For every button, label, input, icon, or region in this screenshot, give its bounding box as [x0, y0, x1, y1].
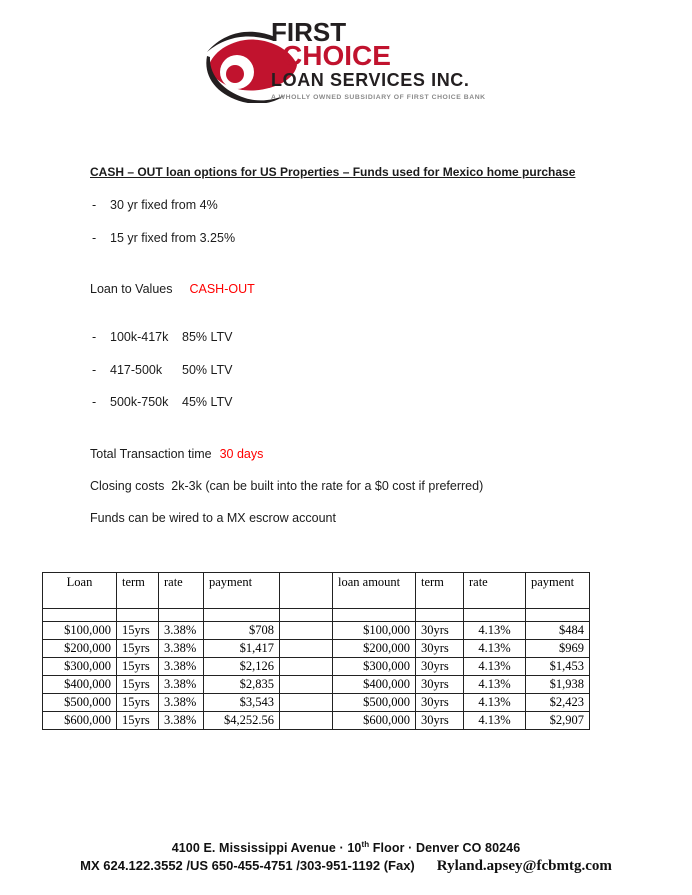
table-cell [280, 694, 333, 712]
table-cell: $600,000 [43, 712, 117, 730]
empty-cell [526, 609, 590, 622]
ltv-bullet [92, 394, 233, 410]
table-row [43, 622, 590, 640]
table-cell: 30yrs [416, 694, 464, 712]
ltv-cash-out-value: CASH-OUT [189, 282, 255, 296]
table-cell: $2,835 [204, 676, 280, 694]
ltv-heading-line [90, 281, 255, 297]
table-cell: 30yrs [416, 640, 464, 658]
column-header-rate: rate [464, 573, 526, 609]
rate-bullet-text: 30 yr fixed from 4% [110, 198, 218, 212]
empty-cell [280, 609, 333, 622]
table-cell: $200,000 [333, 640, 416, 658]
table-row [43, 694, 590, 712]
table-cell: $400,000 [43, 676, 117, 694]
rate-bullet [92, 197, 218, 213]
table-cell: 3.38% [159, 712, 204, 730]
column-header-term: term [117, 573, 159, 609]
table-cell: $1,938 [526, 676, 590, 694]
table-cell: 4.13% [464, 658, 526, 676]
empty-cell [117, 609, 159, 622]
table-cell [280, 658, 333, 676]
table-header-row [43, 573, 590, 609]
logo-word-first: FIRST [271, 17, 347, 47]
column-header-spacer [280, 573, 333, 609]
table-cell: $300,000 [43, 658, 117, 676]
table-cell: 15yrs [117, 622, 159, 640]
table-cell: $100,000 [43, 622, 117, 640]
table-body [43, 609, 590, 730]
logo-tagline: A WHOLLY OWNED SUBSIDIARY OF FIRST CHOICE BANK [271, 94, 486, 101]
empty-cell [204, 609, 280, 622]
empty-cell [416, 609, 464, 622]
table-cell: $969 [526, 640, 590, 658]
table-cell: $3,543 [204, 694, 280, 712]
footer-address-part2: Floor · Denver CO 80246 [369, 841, 521, 856]
table-cell: 3.38% [159, 676, 204, 694]
column-header-Loan: Loan [43, 573, 117, 609]
column-header-term: term [416, 573, 464, 609]
bullet-dash: - [92, 363, 97, 377]
table-cell: 30yrs [416, 658, 464, 676]
table-cell: 30yrs [416, 676, 464, 694]
table-cell: 30yrs [416, 712, 464, 730]
table-cell [280, 676, 333, 694]
table-cell: $300,000 [333, 658, 416, 676]
table-cell: $500,000 [43, 694, 117, 712]
table-cell [280, 622, 333, 640]
footer-address-part1: 4100 E. Mississippi Avenue · 10 [171, 841, 362, 856]
table-cell: 15yrs [117, 658, 159, 676]
table-spacer-row [43, 609, 590, 622]
column-header-payment: payment [204, 573, 280, 609]
document-heading: CASH – OUT loan options for US Properties – Funds used for Mexico home purchase [90, 165, 576, 179]
empty-cell [43, 609, 117, 622]
ltv-bullet [92, 362, 233, 378]
table-cell: $708 [204, 622, 280, 640]
ltv-range: 417-500k [110, 363, 163, 377]
rate-bullet [92, 230, 235, 246]
table-row [43, 658, 590, 676]
ltv-percent: 50% LTV [182, 363, 233, 377]
ltv-percent: 85% LTV [182, 330, 233, 344]
bullet-dash: - [92, 231, 97, 245]
table-cell: 3.38% [159, 658, 204, 676]
company-logo-text [271, 17, 486, 102]
ltv-range: 500k-750k [110, 395, 169, 409]
closing-costs-line: Closing costs 2k-3k (can be built into the rate for a $0 cost if preferred) [90, 479, 484, 493]
empty-cell [159, 609, 204, 622]
table-cell: 3.38% [159, 640, 204, 658]
logo-word-loan-services: LOAN SERVICES INC. [271, 70, 470, 90]
table-cell: $600,000 [333, 712, 416, 730]
table-cell: 3.38% [159, 622, 204, 640]
empty-cell [333, 609, 416, 622]
column-header-payment: payment [526, 573, 590, 609]
table-cell: 4.13% [464, 694, 526, 712]
table-cell: $100,000 [333, 622, 416, 640]
table-cell: 15yrs [117, 676, 159, 694]
ltv-bullet [92, 329, 233, 345]
bullet-dash: - [92, 330, 97, 344]
table-cell: $2,126 [204, 658, 280, 676]
table-cell [280, 640, 333, 658]
table-cell: $200,000 [43, 640, 117, 658]
table-cell: $4,252.56 [204, 712, 280, 730]
ltv-range: 100k-417k [110, 330, 169, 344]
column-header-loan-amount: loan amount [333, 573, 416, 609]
wire-note-line: Funds can be wired to a MX escrow account [90, 511, 336, 525]
table-cell: 4.13% [464, 676, 526, 694]
logo-word-choice: CHOICE [282, 40, 391, 71]
loan-comparison-table [42, 572, 590, 730]
transaction-time-label: Total Transaction time [90, 447, 212, 461]
footer-contact [0, 858, 692, 875]
bullet-dash: - [92, 395, 97, 409]
table-cell: $1,417 [204, 640, 280, 658]
ltv-percent: 45% LTV [182, 395, 233, 409]
table-row [43, 676, 590, 694]
table-cell: 4.13% [464, 622, 526, 640]
table-cell: 15yrs [117, 694, 159, 712]
table-cell: $2,423 [526, 694, 590, 712]
ltv-label: Loan to Values [90, 282, 173, 296]
table-cell: 4.13% [464, 640, 526, 658]
bullet-dash: - [92, 198, 97, 212]
table-cell: $500,000 [333, 694, 416, 712]
transaction-time-value: 30 days [219, 447, 264, 461]
transaction-time-line [90, 446, 263, 462]
footer-phones: MX 624.122.3552 /US 650-455-4751 /303-951-1192 (Fax) [80, 858, 415, 873]
footer-address-ordinal: th [361, 840, 370, 849]
table-cell: 15yrs [117, 640, 159, 658]
footer-email: Ryland.apsey@fcbmtg.com [436, 858, 612, 874]
table-cell: 30yrs [416, 622, 464, 640]
table-cell: $484 [526, 622, 590, 640]
table-cell: 4.13% [464, 712, 526, 730]
table-cell [280, 712, 333, 730]
table-row [43, 712, 590, 730]
table-cell: $400,000 [333, 676, 416, 694]
rate-bullet-text: 15 yr fixed from 3.25% [110, 231, 236, 245]
table-row [43, 640, 590, 658]
empty-cell [464, 609, 526, 622]
table-cell: $2,907 [526, 712, 590, 730]
table-cell: 3.38% [159, 694, 204, 712]
table-cell: $1,453 [526, 658, 590, 676]
column-header-rate: rate [159, 573, 204, 609]
footer-address [0, 840, 692, 855]
table-cell: 15yrs [117, 712, 159, 730]
